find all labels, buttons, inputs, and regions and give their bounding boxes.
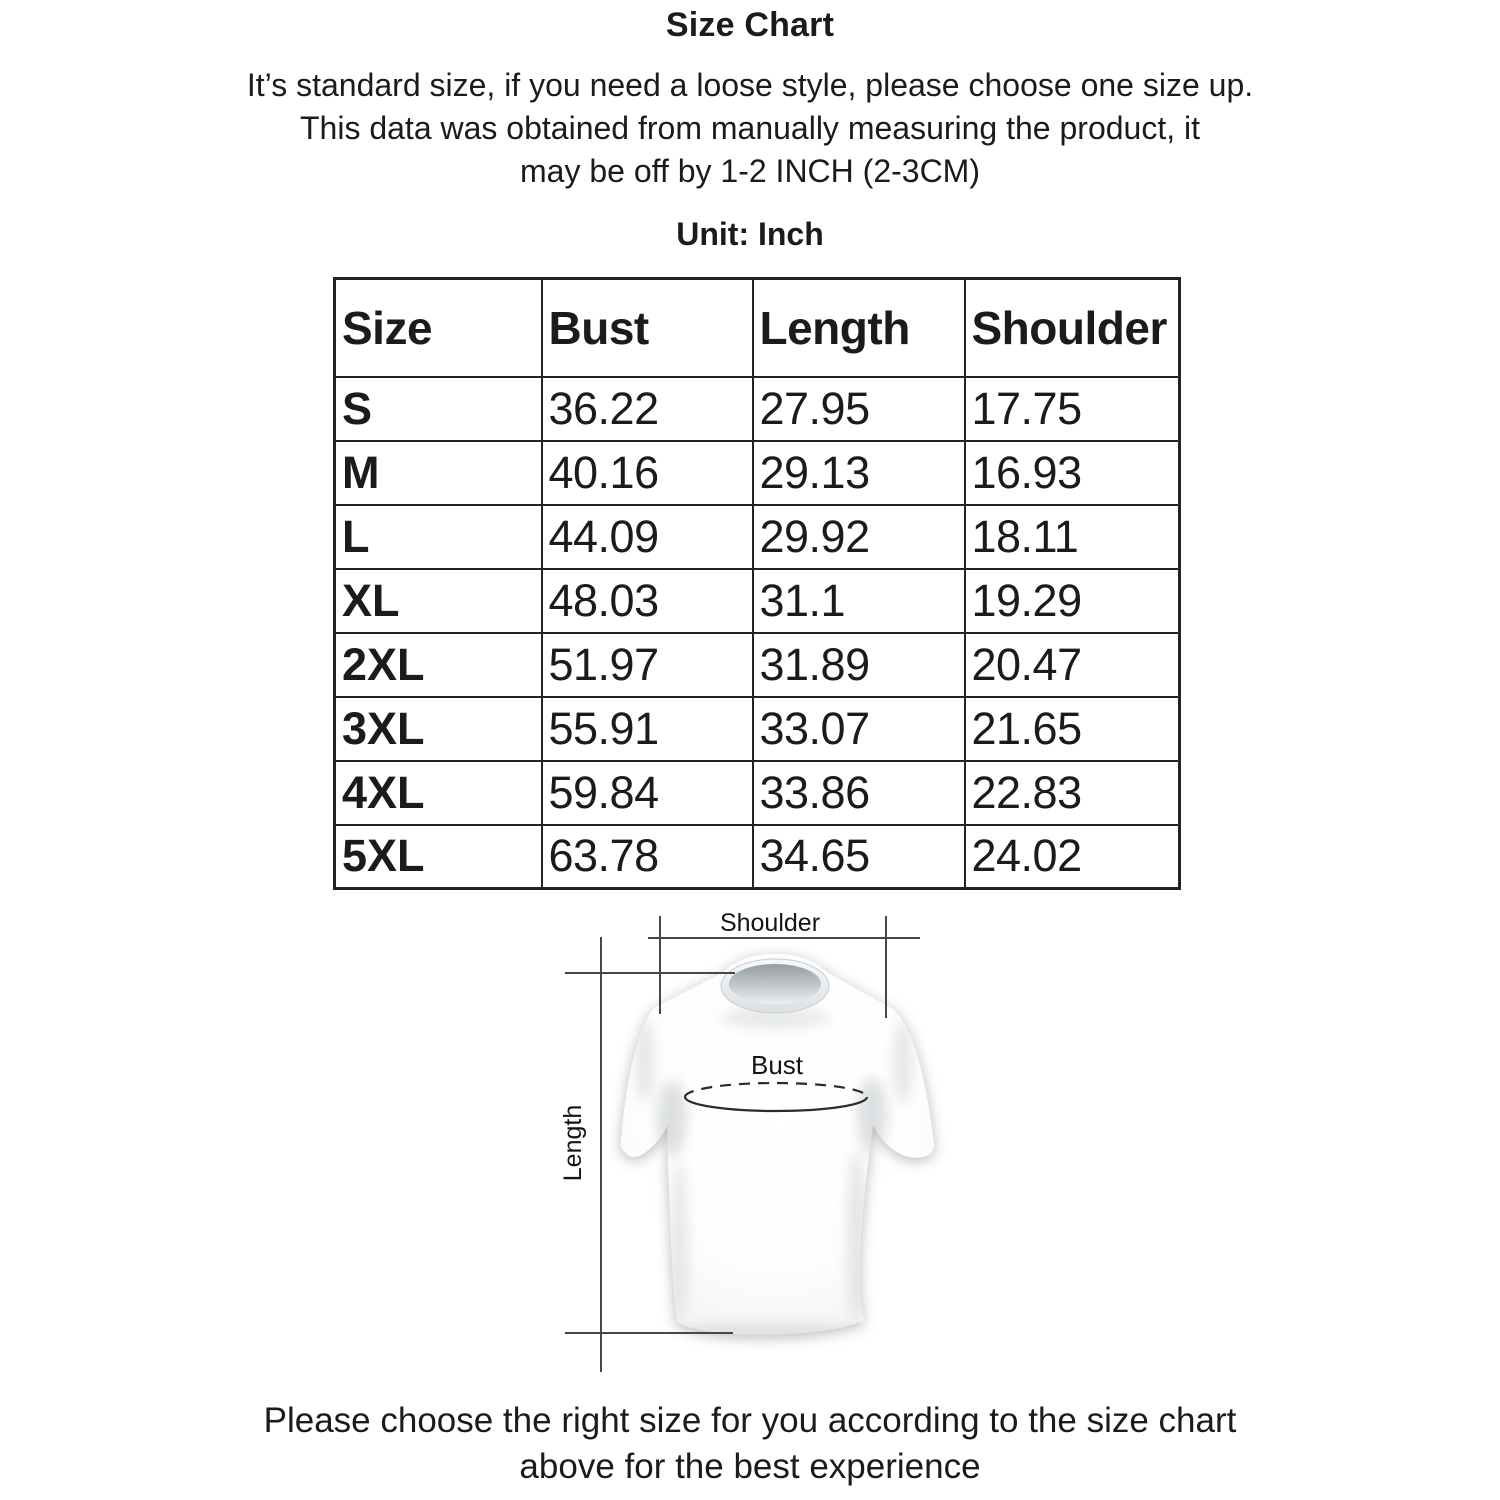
length-cell: 29.92 xyxy=(753,505,965,569)
shoulder-cell: 20.47 xyxy=(965,633,1180,697)
table-row xyxy=(335,697,1180,761)
shoulder-cell: 21.65 xyxy=(965,697,1180,761)
shoulder-cell: 22.83 xyxy=(965,761,1180,825)
bust-cell: 55.91 xyxy=(542,697,753,761)
length-label: Length xyxy=(559,1104,587,1182)
collar-opening xyxy=(729,964,821,1004)
table-row xyxy=(335,441,1180,505)
size-table xyxy=(333,277,1181,890)
table-row xyxy=(335,377,1180,441)
length-cell: 29.13 xyxy=(753,441,965,505)
table-row xyxy=(335,633,1180,697)
bust-cell: 51.97 xyxy=(542,633,753,697)
size-cell: L xyxy=(335,505,542,569)
column-header-bust: Bust xyxy=(542,279,753,377)
size-cell: 2XL xyxy=(335,633,542,697)
length-cell: 33.07 xyxy=(753,697,965,761)
shoulder-cell: 17.75 xyxy=(965,377,1180,441)
bust-cell: 44.09 xyxy=(542,505,753,569)
shoulder-cell: 18.11 xyxy=(965,505,1180,569)
size-cell: 4XL xyxy=(335,761,542,825)
shoulder-cell: 19.29 xyxy=(965,569,1180,633)
bust-cell: 48.03 xyxy=(542,569,753,633)
column-header-shoulder: Shoulder xyxy=(965,279,1180,377)
column-header-size: Size xyxy=(335,279,542,377)
unit-label: Unit: Inch xyxy=(676,216,824,252)
size-cell: 3XL xyxy=(335,697,542,761)
bust-cell: 59.84 xyxy=(542,761,753,825)
table-row xyxy=(335,825,1180,889)
table-row xyxy=(335,761,1180,825)
footer-note-line-1: Please choose the right size for you according to the size chart xyxy=(263,1401,1237,1440)
size-note-line-2: This data was obtained from manually measuring the product, it xyxy=(299,110,1200,146)
size-note-line-1: It’s standard size, if you need a loose style, please choose one size up. xyxy=(246,67,1254,103)
length-cell: 33.86 xyxy=(753,761,965,825)
footer-note xyxy=(0,1398,1500,1490)
table-row xyxy=(335,569,1180,633)
size-note xyxy=(0,64,1500,193)
size-cell: XL xyxy=(335,569,542,633)
bust-label: Bust xyxy=(750,1050,804,1080)
size-note-line-3: may be off by 1-2 INCH (2-3CM) xyxy=(520,153,980,189)
length-cell: 27.95 xyxy=(753,377,965,441)
column-header-length: Length xyxy=(753,279,965,377)
tshirt-graphic xyxy=(621,954,934,1341)
size-cell: S xyxy=(335,377,542,441)
table-header-row xyxy=(335,279,1180,377)
page-title: Size Chart xyxy=(665,6,835,44)
shoulder-cell: 16.93 xyxy=(965,441,1180,505)
shoulder-cell: 24.02 xyxy=(965,825,1180,889)
size-cell: 5XL xyxy=(335,825,542,889)
bust-cell: 40.16 xyxy=(542,441,753,505)
table-row xyxy=(335,505,1180,569)
bust-cell: 63.78 xyxy=(542,825,753,889)
tshirt-measurement-diagram xyxy=(540,895,1000,1390)
length-cell: 31.1 xyxy=(753,569,965,633)
bust-cell: 36.22 xyxy=(542,377,753,441)
length-cell: 34.65 xyxy=(753,825,965,889)
shoulder-label: Shoulder xyxy=(719,909,821,937)
size-cell: M xyxy=(335,441,542,505)
footer-note-line-2: above for the best experience xyxy=(519,1447,981,1486)
length-cell: 31.89 xyxy=(753,633,965,697)
